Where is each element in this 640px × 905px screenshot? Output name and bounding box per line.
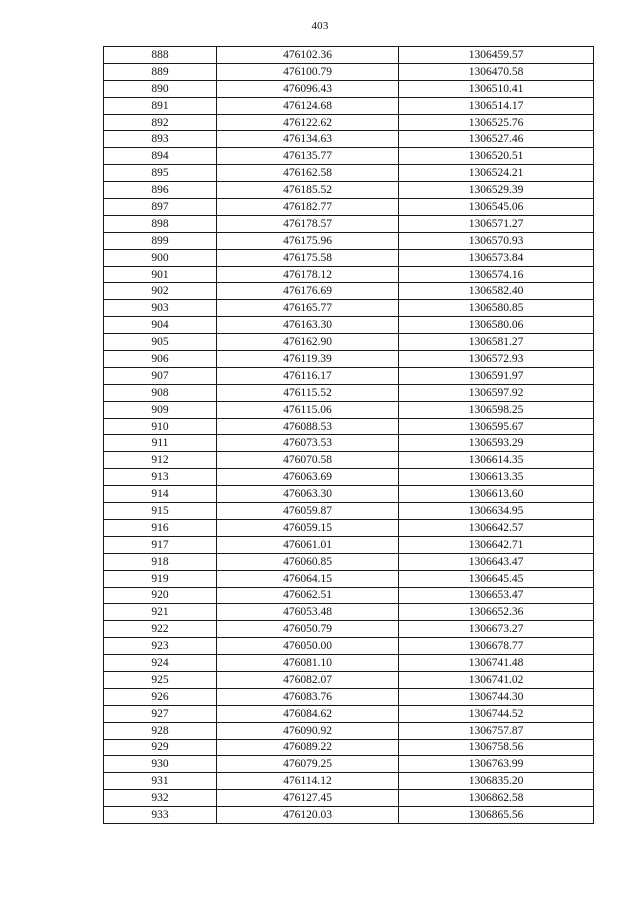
table-row — [104, 63, 594, 80]
point-number-cell: 889 — [104, 63, 217, 80]
table-row — [104, 671, 594, 688]
point-number-cell: 917 — [104, 536, 217, 553]
table-row — [104, 739, 594, 756]
table-row — [104, 232, 594, 249]
x-coordinate-cell: 476165.77 — [217, 300, 399, 317]
y-coordinate-cell: 1306835.20 — [399, 773, 594, 790]
table-row — [104, 148, 594, 165]
point-number-cell: 911 — [104, 435, 217, 452]
table-row — [104, 199, 594, 216]
x-coordinate-cell: 476182.77 — [217, 199, 399, 216]
table-row — [104, 452, 594, 469]
point-number-cell: 912 — [104, 452, 217, 469]
x-coordinate-cell: 476175.96 — [217, 232, 399, 249]
y-coordinate-cell: 1306525.76 — [399, 114, 594, 131]
table-row — [104, 570, 594, 587]
point-number-cell: 922 — [104, 621, 217, 638]
point-number-cell: 897 — [104, 199, 217, 216]
point-number-cell: 900 — [104, 249, 217, 266]
point-number-cell: 909 — [104, 401, 217, 418]
x-coordinate-cell: 476115.52 — [217, 384, 399, 401]
point-number-cell: 923 — [104, 638, 217, 655]
y-coordinate-cell: 1306673.27 — [399, 621, 594, 638]
y-coordinate-cell: 1306634.95 — [399, 503, 594, 520]
point-number-cell: 890 — [104, 80, 217, 97]
table-row — [104, 131, 594, 148]
table-row — [104, 215, 594, 232]
point-number-cell: 907 — [104, 367, 217, 384]
table-row — [104, 790, 594, 807]
x-coordinate-cell: 476176.69 — [217, 283, 399, 300]
y-coordinate-cell: 1306529.39 — [399, 182, 594, 199]
table-row — [104, 621, 594, 638]
table-row — [104, 705, 594, 722]
x-coordinate-cell: 476185.52 — [217, 182, 399, 199]
point-number-cell: 921 — [104, 604, 217, 621]
y-coordinate-cell: 1306653.47 — [399, 587, 594, 604]
point-number-cell: 910 — [104, 418, 217, 435]
x-coordinate-cell: 476102.36 — [217, 47, 399, 64]
y-coordinate-cell: 1306865.56 — [399, 807, 594, 824]
y-coordinate-cell: 1306580.06 — [399, 317, 594, 334]
table-row — [104, 553, 594, 570]
y-coordinate-cell: 1306744.52 — [399, 705, 594, 722]
x-coordinate-cell: 476090.92 — [217, 722, 399, 739]
point-number-cell: 895 — [104, 165, 217, 182]
y-coordinate-cell: 1306597.92 — [399, 384, 594, 401]
y-coordinate-cell: 1306571.27 — [399, 215, 594, 232]
x-coordinate-cell: 476073.53 — [217, 435, 399, 452]
x-coordinate-cell: 476059.15 — [217, 519, 399, 536]
table-row — [104, 47, 594, 64]
table-row — [104, 807, 594, 824]
x-coordinate-cell: 476084.62 — [217, 705, 399, 722]
table-row — [104, 503, 594, 520]
x-coordinate-cell: 476162.58 — [217, 165, 399, 182]
point-number-cell: 908 — [104, 384, 217, 401]
x-coordinate-cell: 476100.79 — [217, 63, 399, 80]
table-row — [104, 317, 594, 334]
x-coordinate-cell: 476064.15 — [217, 570, 399, 587]
table-row — [104, 418, 594, 435]
y-coordinate-cell: 1306741.48 — [399, 655, 594, 672]
table-row — [104, 384, 594, 401]
table-row — [104, 401, 594, 418]
x-coordinate-cell: 476134.63 — [217, 131, 399, 148]
y-coordinate-cell: 1306613.35 — [399, 469, 594, 486]
x-coordinate-cell: 476088.53 — [217, 418, 399, 435]
x-coordinate-cell: 476063.30 — [217, 486, 399, 503]
x-coordinate-cell: 476059.87 — [217, 503, 399, 520]
x-coordinate-cell: 476083.76 — [217, 688, 399, 705]
x-coordinate-cell: 476120.03 — [217, 807, 399, 824]
y-coordinate-cell: 1306524.21 — [399, 165, 594, 182]
point-number-cell: 919 — [104, 570, 217, 587]
table-row — [104, 165, 594, 182]
table-row — [104, 638, 594, 655]
x-coordinate-cell: 476062.51 — [217, 587, 399, 604]
y-coordinate-cell: 1306757.87 — [399, 722, 594, 739]
x-coordinate-cell: 476061.01 — [217, 536, 399, 553]
y-coordinate-cell: 1306643.47 — [399, 553, 594, 570]
y-coordinate-cell: 1306614.35 — [399, 452, 594, 469]
point-number-cell: 916 — [104, 519, 217, 536]
point-number-cell: 914 — [104, 486, 217, 503]
x-coordinate-cell: 476053.48 — [217, 604, 399, 621]
y-coordinate-cell: 1306642.71 — [399, 536, 594, 553]
x-coordinate-cell: 476127.45 — [217, 790, 399, 807]
table-row — [104, 469, 594, 486]
coordinates-table-body — [104, 47, 594, 824]
x-coordinate-cell: 476063.69 — [217, 469, 399, 486]
table-row — [104, 182, 594, 199]
table-row — [104, 249, 594, 266]
point-number-cell: 903 — [104, 300, 217, 317]
x-coordinate-cell: 476081.10 — [217, 655, 399, 672]
table-row — [104, 300, 594, 317]
table-row — [104, 486, 594, 503]
point-number-cell: 899 — [104, 232, 217, 249]
y-coordinate-cell: 1306744.30 — [399, 688, 594, 705]
table-row — [104, 587, 594, 604]
point-number-cell: 926 — [104, 688, 217, 705]
x-coordinate-cell: 476116.17 — [217, 367, 399, 384]
point-number-cell: 906 — [104, 351, 217, 368]
point-number-cell: 888 — [104, 47, 217, 64]
y-coordinate-cell: 1306470.58 — [399, 63, 594, 80]
x-coordinate-cell: 476070.58 — [217, 452, 399, 469]
y-coordinate-cell: 1306595.67 — [399, 418, 594, 435]
page-number: 403 — [311, 20, 329, 32]
table-row — [104, 519, 594, 536]
table-row — [104, 756, 594, 773]
x-coordinate-cell: 476124.68 — [217, 97, 399, 114]
y-coordinate-cell: 1306678.77 — [399, 638, 594, 655]
x-coordinate-cell: 476119.39 — [217, 351, 399, 368]
y-coordinate-cell: 1306652.36 — [399, 604, 594, 621]
x-coordinate-cell: 476050.00 — [217, 638, 399, 655]
point-number-cell: 929 — [104, 739, 217, 756]
y-coordinate-cell: 1306545.06 — [399, 199, 594, 216]
table-row — [104, 722, 594, 739]
y-coordinate-cell: 1306573.84 — [399, 249, 594, 266]
point-number-cell: 915 — [104, 503, 217, 520]
point-number-cell: 898 — [104, 215, 217, 232]
point-number-cell: 892 — [104, 114, 217, 131]
x-coordinate-cell: 476050.79 — [217, 621, 399, 638]
table-row — [104, 114, 594, 131]
table-row — [104, 351, 594, 368]
y-coordinate-cell: 1306613.60 — [399, 486, 594, 503]
point-number-cell: 933 — [104, 807, 217, 824]
table-row — [104, 655, 594, 672]
y-coordinate-cell: 1306510.41 — [399, 80, 594, 97]
point-number-cell: 920 — [104, 587, 217, 604]
y-coordinate-cell: 1306593.29 — [399, 435, 594, 452]
table-row — [104, 80, 594, 97]
point-number-cell: 904 — [104, 317, 217, 334]
y-coordinate-cell: 1306758.56 — [399, 739, 594, 756]
x-coordinate-cell: 476122.62 — [217, 114, 399, 131]
table-row — [104, 604, 594, 621]
y-coordinate-cell: 1306741.02 — [399, 671, 594, 688]
y-coordinate-cell: 1306862.58 — [399, 790, 594, 807]
x-coordinate-cell: 476089.22 — [217, 739, 399, 756]
table-row — [104, 688, 594, 705]
x-coordinate-cell: 476096.43 — [217, 80, 399, 97]
table-row — [104, 283, 594, 300]
y-coordinate-cell: 1306598.25 — [399, 401, 594, 418]
point-number-cell: 932 — [104, 790, 217, 807]
point-number-cell: 905 — [104, 334, 217, 351]
point-number-cell: 896 — [104, 182, 217, 199]
table-row — [104, 536, 594, 553]
x-coordinate-cell: 476115.06 — [217, 401, 399, 418]
table-row — [104, 435, 594, 452]
point-number-cell: 927 — [104, 705, 217, 722]
point-number-cell: 893 — [104, 131, 217, 148]
table-row — [104, 97, 594, 114]
y-coordinate-cell: 1306580.85 — [399, 300, 594, 317]
point-number-cell: 924 — [104, 655, 217, 672]
x-coordinate-cell: 476178.12 — [217, 266, 399, 283]
x-coordinate-cell: 476162.90 — [217, 334, 399, 351]
table-row — [104, 266, 594, 283]
x-coordinate-cell: 476135.77 — [217, 148, 399, 165]
point-number-cell: 913 — [104, 469, 217, 486]
point-number-cell: 918 — [104, 553, 217, 570]
x-coordinate-cell: 476114.12 — [217, 773, 399, 790]
point-number-cell: 902 — [104, 283, 217, 300]
table-row — [104, 367, 594, 384]
y-coordinate-cell: 1306514.17 — [399, 97, 594, 114]
x-coordinate-cell: 476175.58 — [217, 249, 399, 266]
x-coordinate-cell: 476163.30 — [217, 317, 399, 334]
point-number-cell: 894 — [104, 148, 217, 165]
y-coordinate-cell: 1306574.16 — [399, 266, 594, 283]
y-coordinate-cell: 1306642.57 — [399, 519, 594, 536]
y-coordinate-cell: 1306459.57 — [399, 47, 594, 64]
y-coordinate-cell: 1306570.93 — [399, 232, 594, 249]
y-coordinate-cell: 1306520.51 — [399, 148, 594, 165]
x-coordinate-cell: 476060.85 — [217, 553, 399, 570]
y-coordinate-cell: 1306572.93 — [399, 351, 594, 368]
y-coordinate-cell: 1306581.27 — [399, 334, 594, 351]
table-row — [104, 334, 594, 351]
point-number-cell: 891 — [104, 97, 217, 114]
table-row — [104, 773, 594, 790]
point-number-cell: 931 — [104, 773, 217, 790]
y-coordinate-cell: 1306591.97 — [399, 367, 594, 384]
x-coordinate-cell: 476082.07 — [217, 671, 399, 688]
x-coordinate-cell: 476079.25 — [217, 756, 399, 773]
y-coordinate-cell: 1306582.40 — [399, 283, 594, 300]
x-coordinate-cell: 476178.57 — [217, 215, 399, 232]
coordinates-table — [103, 46, 594, 824]
point-number-cell: 925 — [104, 671, 217, 688]
y-coordinate-cell: 1306763.99 — [399, 756, 594, 773]
point-number-cell: 930 — [104, 756, 217, 773]
point-number-cell: 901 — [104, 266, 217, 283]
y-coordinate-cell: 1306527.46 — [399, 131, 594, 148]
y-coordinate-cell: 1306645.45 — [399, 570, 594, 587]
point-number-cell: 928 — [104, 722, 217, 739]
